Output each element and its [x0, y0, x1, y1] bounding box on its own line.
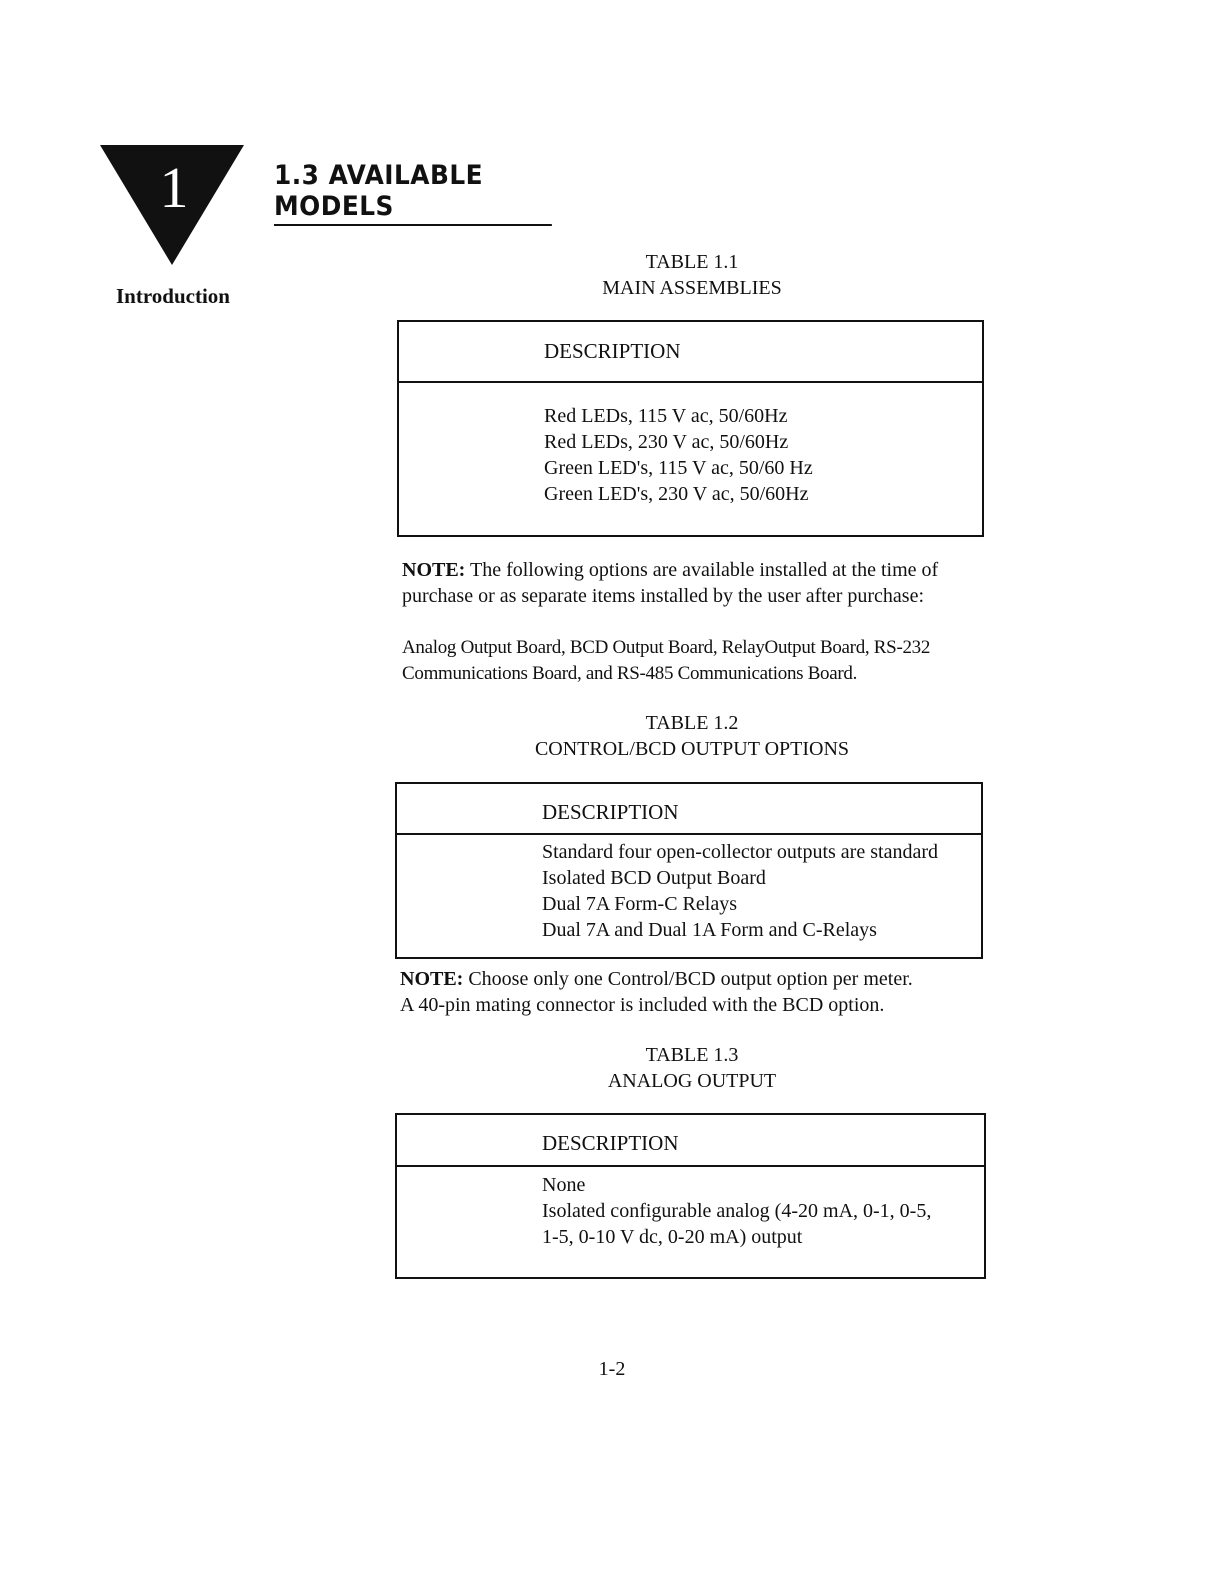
table2-caption-number: TABLE 1.2	[645, 712, 739, 734]
chapter-number: 1	[159, 155, 189, 220]
table-row: Red LEDs, 230 V ac, 50/60Hz	[544, 431, 789, 453]
chapter-triangle-icon	[100, 145, 244, 265]
table-body	[542, 839, 977, 943]
table-row: Dual 7A and Dual 1A Form and C-Relays	[542, 919, 877, 941]
table-row: 1-5, 0-10 V dc, 0-20 mA) output	[542, 1226, 803, 1248]
note-label: NOTE:	[402, 559, 466, 581]
note-text: A 40-pin mating connector is included with the BCD option.	[400, 994, 885, 1016]
options-list: Analog Output Board, BCD Output Board, RelayOutput Board, RS-232 Communications Board, and RS-485 Communications Board.	[402, 637, 931, 684]
table-body	[544, 403, 978, 507]
table-header-label: DESCRIPTION	[544, 339, 681, 363]
chapter-marker	[100, 145, 244, 265]
table-row: Standard four open-collector outputs are standard	[542, 841, 938, 863]
table-row: Green LED's, 115 V ac, 50/60 Hz	[544, 457, 813, 479]
table2-caption-title: CONTROL/BCD OUTPUT OPTIONS	[534, 738, 850, 760]
table3-caption-title: ANALOG OUTPUT	[607, 1070, 777, 1092]
table-row: Red LEDs, 115 V ac, 50/60Hz	[544, 405, 788, 427]
note-text: Choose only one Control/BCD output option per meter.	[468, 968, 913, 990]
main-assemblies-table	[397, 320, 984, 537]
note-options	[402, 557, 1002, 609]
table-row: Isolated BCD Output Board	[542, 867, 766, 889]
note-text: The following options are available installed at the time of purchase or as separate items installed by the user after purchase:	[402, 559, 939, 607]
table-header	[399, 322, 982, 383]
page-number: 1-2	[598, 1358, 626, 1380]
table3-caption	[392, 1042, 992, 1094]
table-row: Dual 7A Form-C Relays	[542, 893, 737, 915]
table3-caption-number: TABLE 1.3	[645, 1044, 739, 1066]
section-label: Introduction	[116, 284, 230, 308]
analog-output-table	[395, 1113, 986, 1279]
table-row: Green LED's, 230 V ac, 50/60Hz	[544, 483, 809, 505]
table-header-label: DESCRIPTION	[542, 1131, 679, 1155]
control-bcd-options-table	[395, 782, 983, 959]
table1-caption-number: TABLE 1.1	[645, 251, 739, 273]
section-number: 1.3	[274, 160, 320, 191]
table-body	[542, 1172, 980, 1250]
table-header	[397, 784, 981, 835]
note-control-bcd	[400, 966, 1000, 1018]
table-row: None	[542, 1174, 586, 1196]
table-header-label: DESCRIPTION	[542, 800, 679, 824]
table-header	[397, 1115, 984, 1167]
note-label: NOTE:	[400, 968, 464, 990]
table1-caption-title: MAIN ASSEMBLIES	[602, 277, 782, 299]
section-heading	[274, 160, 552, 226]
table-row: Isolated configurable analog (4-20 mA, 0-1, 0-5,	[542, 1200, 932, 1222]
table2-caption	[392, 710, 992, 762]
section-title: AVAILABLE MODELS	[274, 160, 484, 222]
table1-caption	[392, 249, 992, 301]
